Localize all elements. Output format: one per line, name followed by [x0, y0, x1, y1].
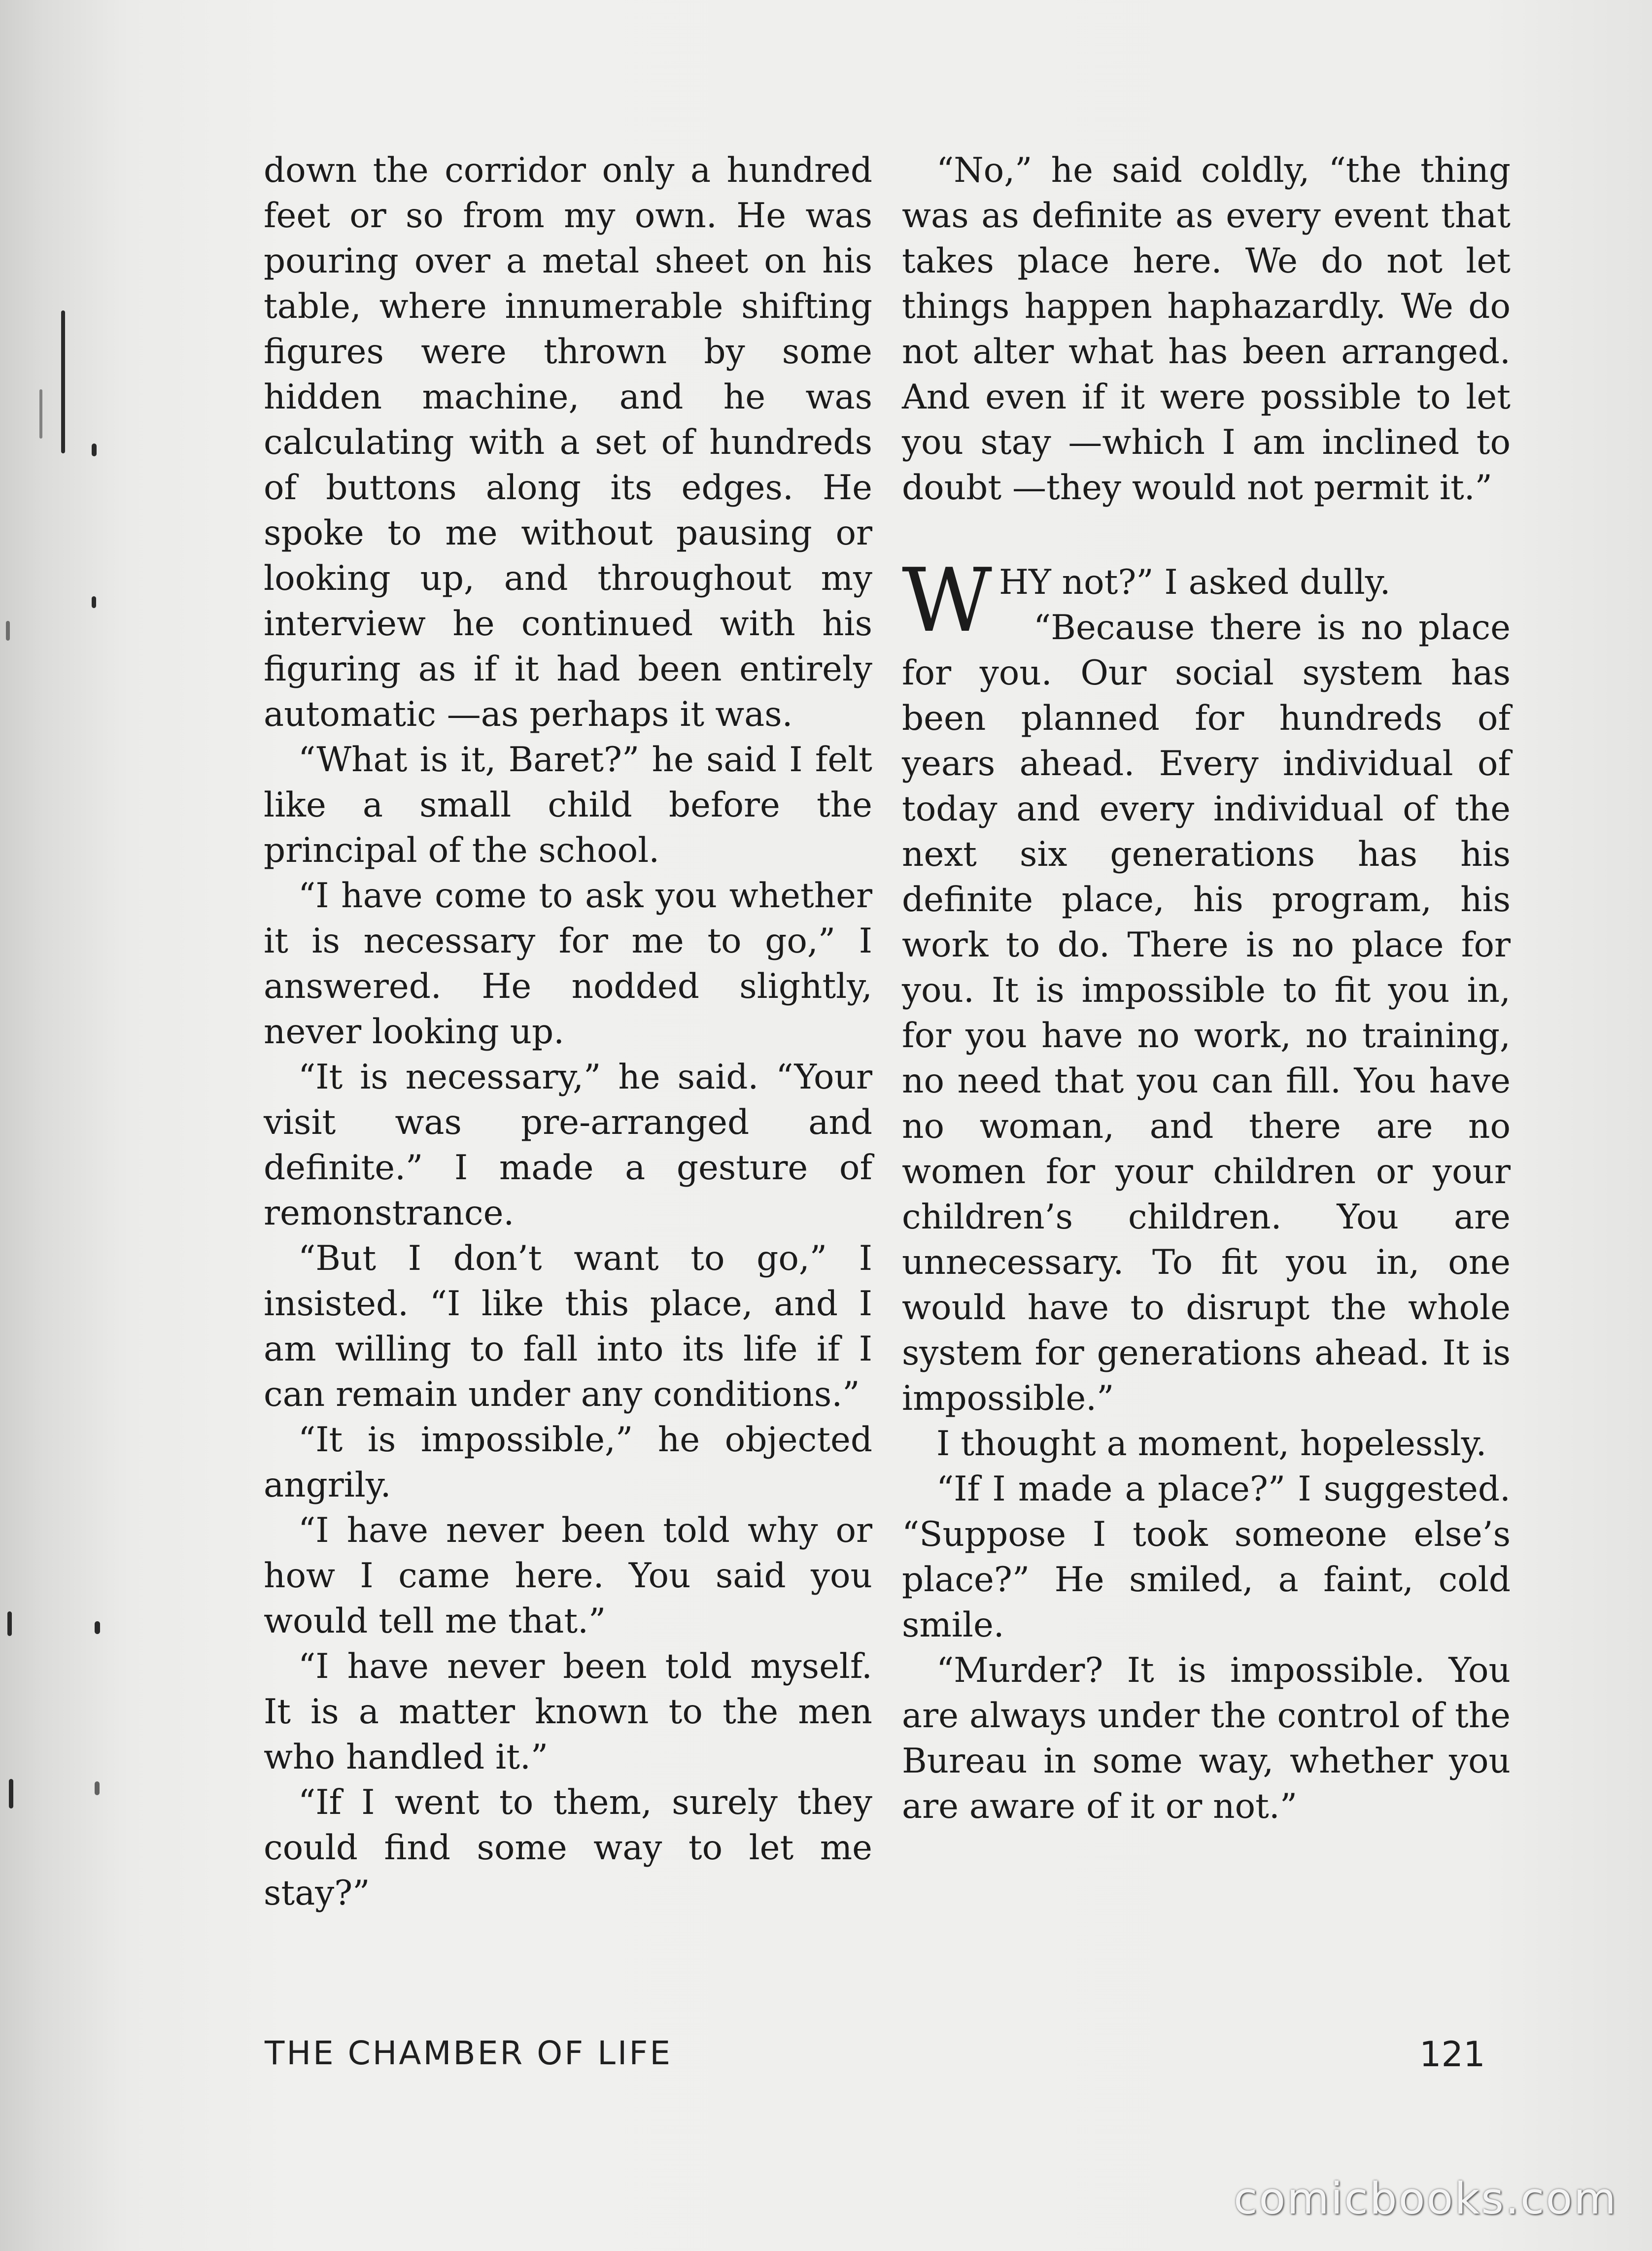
paragraph: “If I made a place?” I suggested. “Suppose I took someone else’s place?” He smiled, a faint, cold smile. [902, 1469, 1511, 1645]
binding-mark [6, 621, 10, 641]
paragraph: I thought a moment, hopelessly. [936, 1424, 1487, 1464]
binding-mark [7, 1611, 12, 1636]
paragraph: “It is impossible,” he objected angrily. [264, 1420, 872, 1505]
paragraph: down the corridor only a hundred feet or so from my own. He was pouring over a metal sheet on his table, where innumerable shifting figures were thrown by some hidden machine, and he was calculating with a set of hundreds of buttons along its edges. He spoke to me without pausing or looking up, and throughout my interview he continued with his figuring as if it had been entirely automatic —as perhaps it was. [264, 151, 872, 734]
binding-mark [92, 443, 97, 456]
paragraph: “But I don’t want to go,” I insisted. “I like this place, and I am willing to fall into its life if I can remain under any conditions.” [264, 1239, 872, 1414]
paragraph: “What is it, Baret?” he said I felt like a small child before the principal of the school. [264, 740, 872, 870]
binding-mark [61, 310, 65, 453]
paragraph: “I have come to ask you whether it is necessary for me to go,” I answered. He nodded slightly, never looking up. [264, 876, 872, 1052]
paragraph: “It is necessary,” he said. “Your visit was pre-arranged and definite.” I made a gesture of remonstrance. [264, 1057, 872, 1233]
binding-mark [92, 596, 96, 608]
paragraph-text: “Because there is no place for you. Our social system has been planned for hundreds of years ahead. Every individual of today and every individual of the next six generations has his definite place, his program, his work to do. There is no place for you. It is impossible to fit you in, for you have no work, no training, no need that you can fill. You have no woman, and there are no women for your children or your children’s children. You are unnecessary. To fit you in, one would have to disrupt the whole system for generations ahead. It is impossible.” [902, 608, 1511, 1418]
watermark: comicbooks.com [1233, 2173, 1618, 2224]
left-text-column [264, 148, 872, 1916]
paragraph: “I have never been told why or how I came here. You said you would tell me that.” [264, 1511, 872, 1641]
paragraph: “I have never been told myself. It is a matter known to the men who handled it.” [264, 1647, 872, 1777]
binding-mark [9, 1779, 13, 1808]
binding-mark [95, 1781, 100, 1795]
right-text-column [902, 148, 1511, 1829]
running-footer-title: THE CHAMBER OF LIFE [265, 2034, 673, 2072]
dropcap-line: HY not?” I asked dully. [998, 563, 1391, 602]
drop-cap: W [902, 549, 992, 651]
binding-mark [95, 1621, 100, 1634]
page-number: 121 [1419, 2034, 1485, 2075]
paragraph: “No,” he said coldly, “the thing was as definite as every event that takes place here. We do not let things happen haphazardly. We do not alter what has been arranged. And even if it were possible to let you stay —which I am inclined to doubt —they would not permit it.” [902, 151, 1511, 508]
paragraph: “Murder? It is impossible. You are always under the control of the Bureau in some way, whether you are aware of it or not.” [902, 1651, 1511, 1826]
paragraph: “If I went to them, surely they could find some way to let me stay?” [264, 1783, 872, 1913]
dropcap-paragraph [902, 549, 1511, 1421]
binding-mark [39, 389, 42, 439]
